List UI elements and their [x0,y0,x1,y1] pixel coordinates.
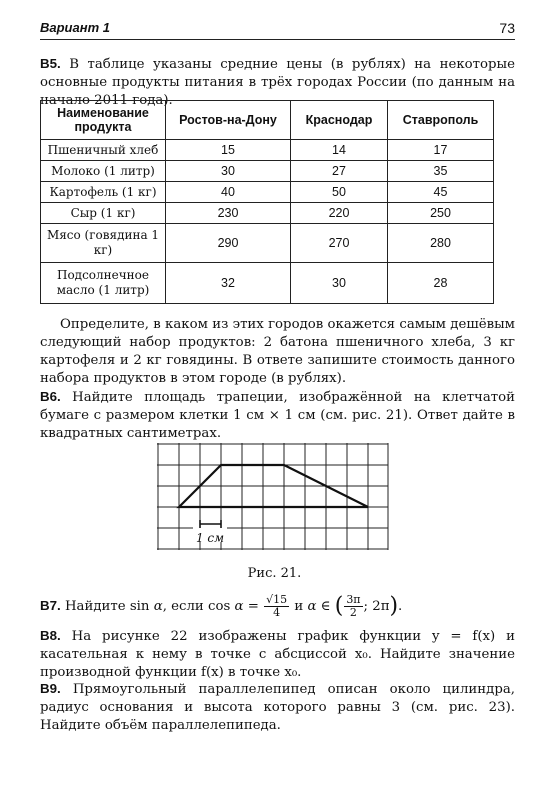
page-header [40,19,515,40]
table-cell: 290 [166,224,291,263]
task-b8-label: B8. [40,628,61,643]
table-cell: 28 [388,263,494,304]
table-row [41,224,494,263]
table-cell: 280 [388,224,494,263]
table-cell: Подсолнечное масло (1 литр) [41,263,166,304]
right-paren: ) [389,593,399,619]
table-cell: Картофель (1 кг) [41,182,166,203]
task-b6-label: B6. [40,389,61,404]
grid-lines [157,443,388,550]
task-b8 [40,627,515,682]
fraction-sqrt15-over-4 [264,594,289,619]
fraction-denominator: 2 [349,606,357,619]
table-header: Краснодар [291,101,388,140]
variant-label: Вариант 1 [40,20,110,35]
task-b6-text: Найдите площадь трапеции, изображённой на клетчатой бумаге с размером клетки 1 см × 1 см (см. рис. 21). Ответ дайте в квадратных сантиметрах. [40,390,515,441]
table-cell: 45 [388,182,494,203]
table-row [41,203,494,224]
fraction-denominator: 4 [273,606,281,619]
table-header-row [41,101,494,140]
task-b7-label: B7. [40,598,61,613]
task-b5-question: Определите, в каком из этих городов окажется самым дешёвым следующий набор продуктов: 2 батона пшеничного хлеба, 3 кг картофеля и 2 кг говядины. В ответе запишите стоимость данного набора продуктов в этом городе (в рублях). [40,317,515,386]
task-b5-intro-text: В таблице указаны средние цены (в рублях) на некоторые основные продукты питания в трёх городах России (по данным на начало 2011 года). [40,57,515,108]
task-b8-text: На рисунке 22 изображены график функции y = f(x) и касательная к нему в точке с абсциссой x₀. Найдите значение производной функции f(x) в точке x₀. [40,629,516,680]
table-cell: 30 [166,161,291,182]
table-cell: 14 [291,140,388,161]
alpha-symbol: α [234,599,244,614]
trapezoid-figure [157,443,389,551]
fraction-3pi-over-2 [344,594,362,619]
table-cell: 250 [388,203,494,224]
table-cell: 30 [291,263,388,304]
b7-text-2: , если cos [162,599,235,614]
table-cell: 220 [291,203,388,224]
task-b9-label: B9. [40,681,61,696]
table-cell: 15 [166,140,291,161]
period: . [398,599,403,614]
table-header: Наименование продукта [41,101,166,140]
table-cell: Пшеничный хлеб [41,140,166,161]
equals-sign: = [243,599,264,614]
task-b9 [40,680,515,735]
table-cell: 40 [166,182,291,203]
table-cell: Мясо (говядина 1 кг) [41,224,166,263]
table-cell: 230 [166,203,291,224]
table-cell: 270 [291,224,388,263]
table-header: Ставрополь [388,101,494,140]
table-header: Ростов-на-Дону [166,101,291,140]
scale-label: 1 см [195,531,225,545]
table-cell: Сыр (1 кг) [41,203,166,224]
table-cell: 27 [291,161,388,182]
page-number: 73 [499,20,515,36]
table-cell: Молоко (1 литр) [41,161,166,182]
fraction-numerator: 3π [346,593,361,606]
interval-end: ; 2π [363,599,390,614]
table-cell: 32 [166,263,291,304]
b7-text-1: Найдите sin [64,599,154,614]
task-b6 [40,388,515,443]
alpha-symbol: α [153,599,163,614]
left-paren: ( [334,593,344,619]
task-b5-label: B5. [40,56,61,71]
table-row [41,182,494,203]
table-cell: 17 [388,140,494,161]
task-b7 [40,588,515,624]
figure-caption: Рис. 21. [247,566,302,581]
table-row [41,140,494,161]
price-table [40,100,494,304]
element-of-sign: ∈ [316,599,335,614]
table-cell: 35 [388,161,494,182]
alpha-symbol: α [307,599,317,614]
task-b9-text: Прямоугольный параллелепипед описан около цилиндра, радиус основания и высота которого равны 3 (см. рис. 23). Найдите объём параллелепипеда. [40,682,515,733]
b7-text-3: и [290,599,308,614]
fraction-numerator: √15 [266,593,288,606]
table-row [41,263,494,304]
table-row [41,161,494,182]
table-cell: 50 [291,182,388,203]
